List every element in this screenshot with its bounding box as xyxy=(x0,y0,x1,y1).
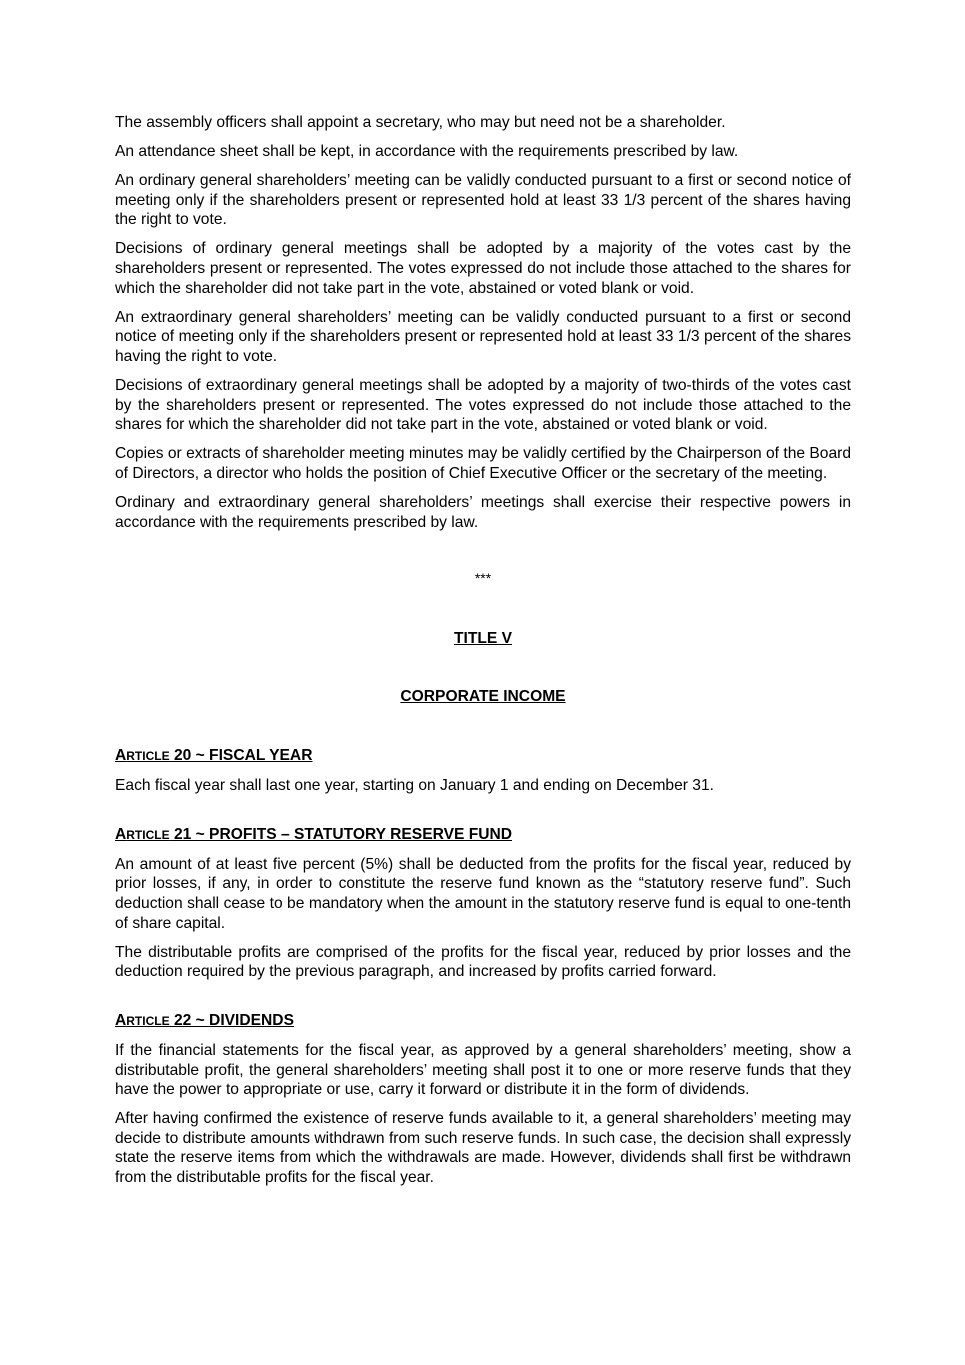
article-prefix: A xyxy=(115,746,127,764)
document-page xyxy=(115,113,851,1197)
article-22-paragraph-distribution: If the financial statements for the fiscal year, as approved by a general shareholders’ meeting, show a distributable profit, the general shareholders’ meeting shall post it to one or more reserve funds that they have the power to appropriate or use, carry it forward or distribute it in the form of dividends. xyxy=(115,1041,851,1099)
title-heading: TITLE V xyxy=(453,629,513,647)
article-22-heading xyxy=(115,1011,851,1032)
subtitle-heading: CORPORATE INCOME xyxy=(400,688,566,706)
article-prefix-small-caps: RTICLE xyxy=(126,827,170,842)
paragraph-extraordinary-quorum: An extraordinary general shareholders’ meeting can be validly conducted pursuant to a first or second notice of meeting only if the shareholders present or represented hold at least 33 1/3 percent of the shares having the right to vote. xyxy=(115,308,851,365)
paragraph-ordinary-decisions: Decisions of ordinary general meetings shall be adopted by a majority of the votes cast by the shareholders present or represented. The votes expressed do not include those attached to the shares for which the shareholder did not take part in the vote, abstained or voted blank or void. xyxy=(115,240,851,297)
article-22-paragraph-reserve-withdrawal: After having confirmed the existence of reserve funds available to it, a general shareholders’ meeting may decide to distribute amounts withdrawn from such reserve funds. In such case, the decision shall expressly state the reserve items from which the withdrawals are made. However, dividends shall first be withdrawn from the distributable profits for the fiscal year. xyxy=(115,1110,851,1186)
section-separator: *** xyxy=(474,570,492,587)
article-prefix: A xyxy=(115,1011,127,1029)
article-20-paragraph: Each fiscal year shall last one year, starting on January 1 and ending on December 31. xyxy=(115,777,714,795)
article-21-paragraph-distributable: The distributable profits are comprised of the profits for the fiscal year, reduced by prior losses and the deduction required by the previous paragraph, and increased by profits carried forward. xyxy=(115,943,851,981)
paragraph-extraordinary-decisions: Decisions of extraordinary general meetings shall be adopted by a majority of two-thirds of the votes cast by the shareholders present or represented. The votes expressed do not include those attached to the shares for which the shareholder did not take part in the vote, abstained or voted blank or void. xyxy=(115,377,851,434)
paragraph-minutes-certification: Copies or extracts of shareholder meeting minutes may be validly certified by the Chairperson of the Board of Directors, a director who holds the position of Chief Executive Officer or the secretary of the meeting. xyxy=(115,445,851,482)
article-heading-text: 20 ~ FISCAL YEAR xyxy=(169,746,313,764)
paragraph-attendance-sheet: An attendance sheet shall be kept, in accordance with the requirements prescribed by law. xyxy=(115,143,739,161)
article-prefix: A xyxy=(115,825,127,843)
article-21-paragraph-reserve: An amount of at least five percent (5%) shall be deducted from the profits for the fiscal year, reduced by prior losses, if any, in order to constitute the reserve fund known as the “statutory reserve fund”. Such deduction shall cease to be mandatory when the amount in the statutory reserve fund is equal to one-tenth of share capital. xyxy=(115,855,851,932)
article-heading-text: 22 ~ DIVIDENDS xyxy=(169,1011,294,1029)
paragraph-meeting-powers: Ordinary and extraordinary general shareholders’ meetings shall exercise their respective powers in accordance with the requirements prescribed by law. xyxy=(115,494,851,531)
article-heading-text: 21 ~ PROFITS – STATUTORY RESERVE FUND xyxy=(169,825,513,843)
paragraph-ordinary-quorum: An ordinary general shareholders’ meeting can be validly conducted pursuant to a first or second notice of meeting only if the shareholders present or represented hold at least 33 1/3 percent of the shares having the right to vote. xyxy=(115,172,851,229)
article-21-heading xyxy=(115,825,851,846)
paragraph-secretary: The assembly officers shall appoint a secretary, who may but need not be a shareholder. xyxy=(115,114,726,131)
article-20-heading xyxy=(115,746,851,767)
article-prefix-small-caps: RTICLE xyxy=(126,748,170,763)
article-prefix-small-caps: RTICLE xyxy=(126,1013,170,1028)
